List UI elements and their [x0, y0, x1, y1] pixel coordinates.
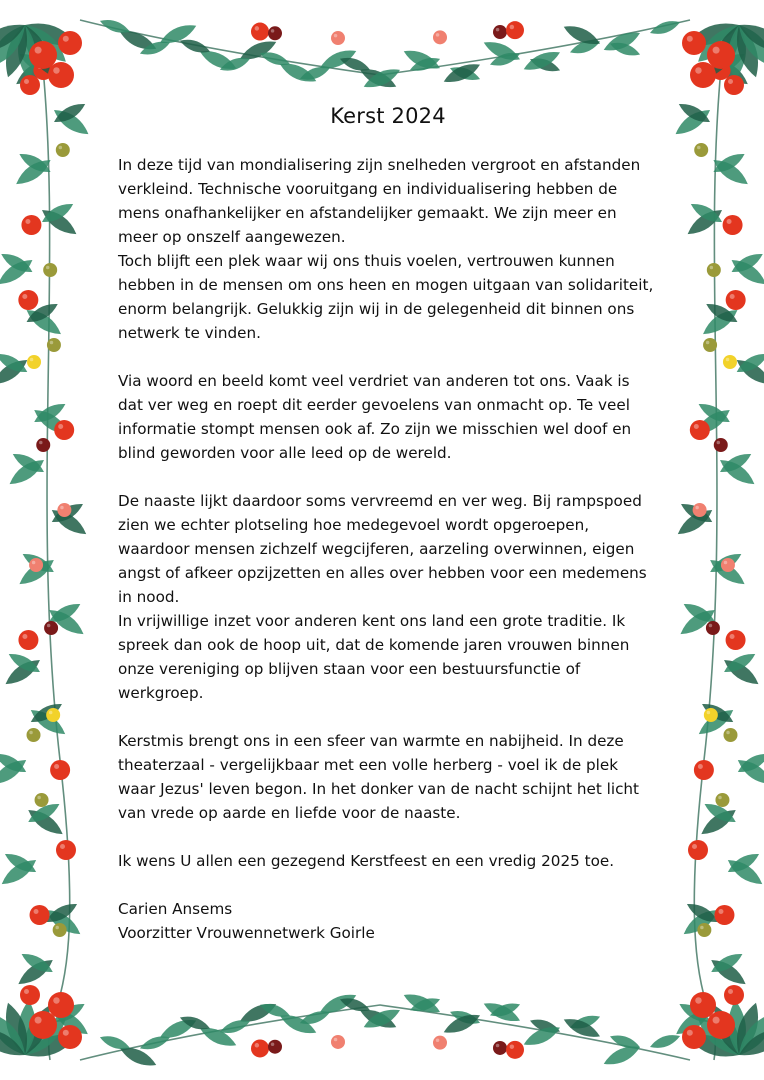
signature-role: Voorzitter Vrouwennetwerk Goirle: [118, 924, 375, 942]
paragraph-6: Kerstmis brengt ons in een sfeer van warmte en nabijheid. In deze theaterzaal - vergelijkbaar met een volle herberg - voel ik de plek waar Jezus' leven begon. In het donker van de nacht schijnt het licht van vrede op aarde en liefde voor de naaste.: [118, 732, 640, 822]
berry-icon: [707, 41, 735, 69]
berry-icon: [706, 621, 720, 635]
berry-icon: [58, 1025, 82, 1049]
berry-icon: [47, 338, 61, 352]
berry-icon: [331, 31, 345, 45]
berry-icon: [18, 630, 38, 650]
berry-icon: [46, 708, 60, 722]
berry-icon: [693, 503, 707, 517]
leaf-icon: [481, 998, 523, 1027]
berry-icon: [690, 992, 716, 1018]
signature-name: Carien Ansems: [118, 900, 233, 918]
berry-icon: [331, 1035, 345, 1049]
berry-icon: [433, 30, 447, 44]
paragraph-5: In vrijwillige inzet voor anderen kent ons land een grote traditie. Ik spreek dan ook de hoop uit, dat de komende jaren vrouwen binnen onze vereniging op blijven staan voor een bestuursfunctie of werkgroep.: [118, 612, 630, 702]
berry-icon: [707, 263, 721, 277]
berry-icon: [433, 1036, 447, 1050]
berry-icon: [29, 1011, 57, 1039]
berry-icon: [58, 31, 82, 55]
paragraph-3: Via woord en beeld komt veel verdriet van anderen tot ons. Vaak is dat ver weg en roept dit eerder gevoelens van onmacht op. Te veel informatie stompt mensen ook af. Zo zijn we misschien wel doof en blind geworden voor alle leed op de wereld.: [118, 372, 632, 462]
berry-icon: [721, 558, 735, 572]
paragraph-1: In deze tijd van mondialisering zijn snelheden vergroot en afstanden verkleind. Technische vooruitgang en individualisering hebben de mens onafhankelijker en afstandelijker gemaakt. We zijn meer en meer op onszelf aangewezen.: [118, 156, 641, 246]
berry-icon: [704, 708, 718, 722]
berry-icon: [493, 1041, 507, 1055]
letter: [118, 104, 658, 945]
berry-icon: [35, 793, 49, 807]
vine-stem: [80, 20, 690, 75]
berry-icon: [697, 923, 711, 937]
berry-icon: [56, 143, 70, 157]
berry-icon: [723, 728, 737, 742]
berry-icon: [36, 438, 50, 452]
paragraph-2: Toch blijft een plek waar wij ons thuis voelen, vertrouwen kunnen hebben in de mensen om ons heen en mogen uitgaan van solidariteit, enorm belangrijk. Gelukkig zijn wij in de gelegenheid dit binnen ons netwerk te vinden.: [118, 252, 654, 342]
berry-icon: [251, 23, 269, 41]
berry-icon: [723, 355, 737, 369]
berry-icon: [20, 985, 40, 1005]
berry-icon: [48, 992, 74, 1018]
berry-icon: [682, 31, 706, 55]
berry-icon: [43, 263, 57, 277]
berry-icon: [714, 438, 728, 452]
berry-icon: [21, 215, 41, 235]
berry-icon: [50, 760, 70, 780]
paragraph-4: De naaste lijkt daardoor soms vervreemd en ver weg. Bij rampspoed zien we echter plotseling hoe medegevoel wordt opgeroepen, waardoor mensen zichzelf wegcijferen, aarzeling overwinnen, eigen angst of afkeer opzijzetten en alles over hebben voor een medemens in nood.: [118, 492, 647, 606]
berry-icon: [27, 728, 41, 742]
berry-icon: [56, 840, 76, 860]
berry-icon: [48, 62, 74, 88]
berry-icon: [506, 1041, 524, 1059]
berry-icon: [707, 1011, 735, 1039]
paragraph-7: Ik wens U allen een gezegend Kerstfeest en een vredig 2025 toe.: [118, 852, 615, 870]
berry-icon: [726, 630, 746, 650]
berry-icon: [682, 1025, 706, 1049]
berry-icon: [724, 75, 744, 95]
berry-icon: [29, 558, 43, 572]
berry-icon: [726, 290, 746, 310]
berry-icon: [30, 905, 50, 925]
berry-icon: [715, 793, 729, 807]
berry-icon: [54, 420, 74, 440]
berry-icon: [688, 840, 708, 860]
leaf-icon: [648, 1031, 682, 1052]
berry-icon: [694, 760, 714, 780]
berry-icon: [44, 621, 58, 635]
berry-icon: [20, 75, 40, 95]
berry-icon: [268, 26, 282, 40]
berry-icon: [18, 290, 38, 310]
berry-icon: [690, 420, 710, 440]
berry-icon: [703, 338, 717, 352]
berry-icon: [723, 215, 743, 235]
berry-icon: [251, 1039, 269, 1057]
berry-icon: [724, 985, 744, 1005]
berry-icon: [493, 25, 507, 39]
berry-icon: [694, 143, 708, 157]
berry-icon: [27, 355, 41, 369]
berry-icon: [506, 21, 524, 39]
berry-icon: [29, 41, 57, 69]
berry-icon: [714, 905, 734, 925]
berry-icon: [57, 503, 71, 517]
letter-title: Kerst 2024: [330, 104, 446, 128]
berry-icon: [690, 62, 716, 88]
berry-icon: [268, 1040, 282, 1054]
berry-icon: [53, 923, 67, 937]
